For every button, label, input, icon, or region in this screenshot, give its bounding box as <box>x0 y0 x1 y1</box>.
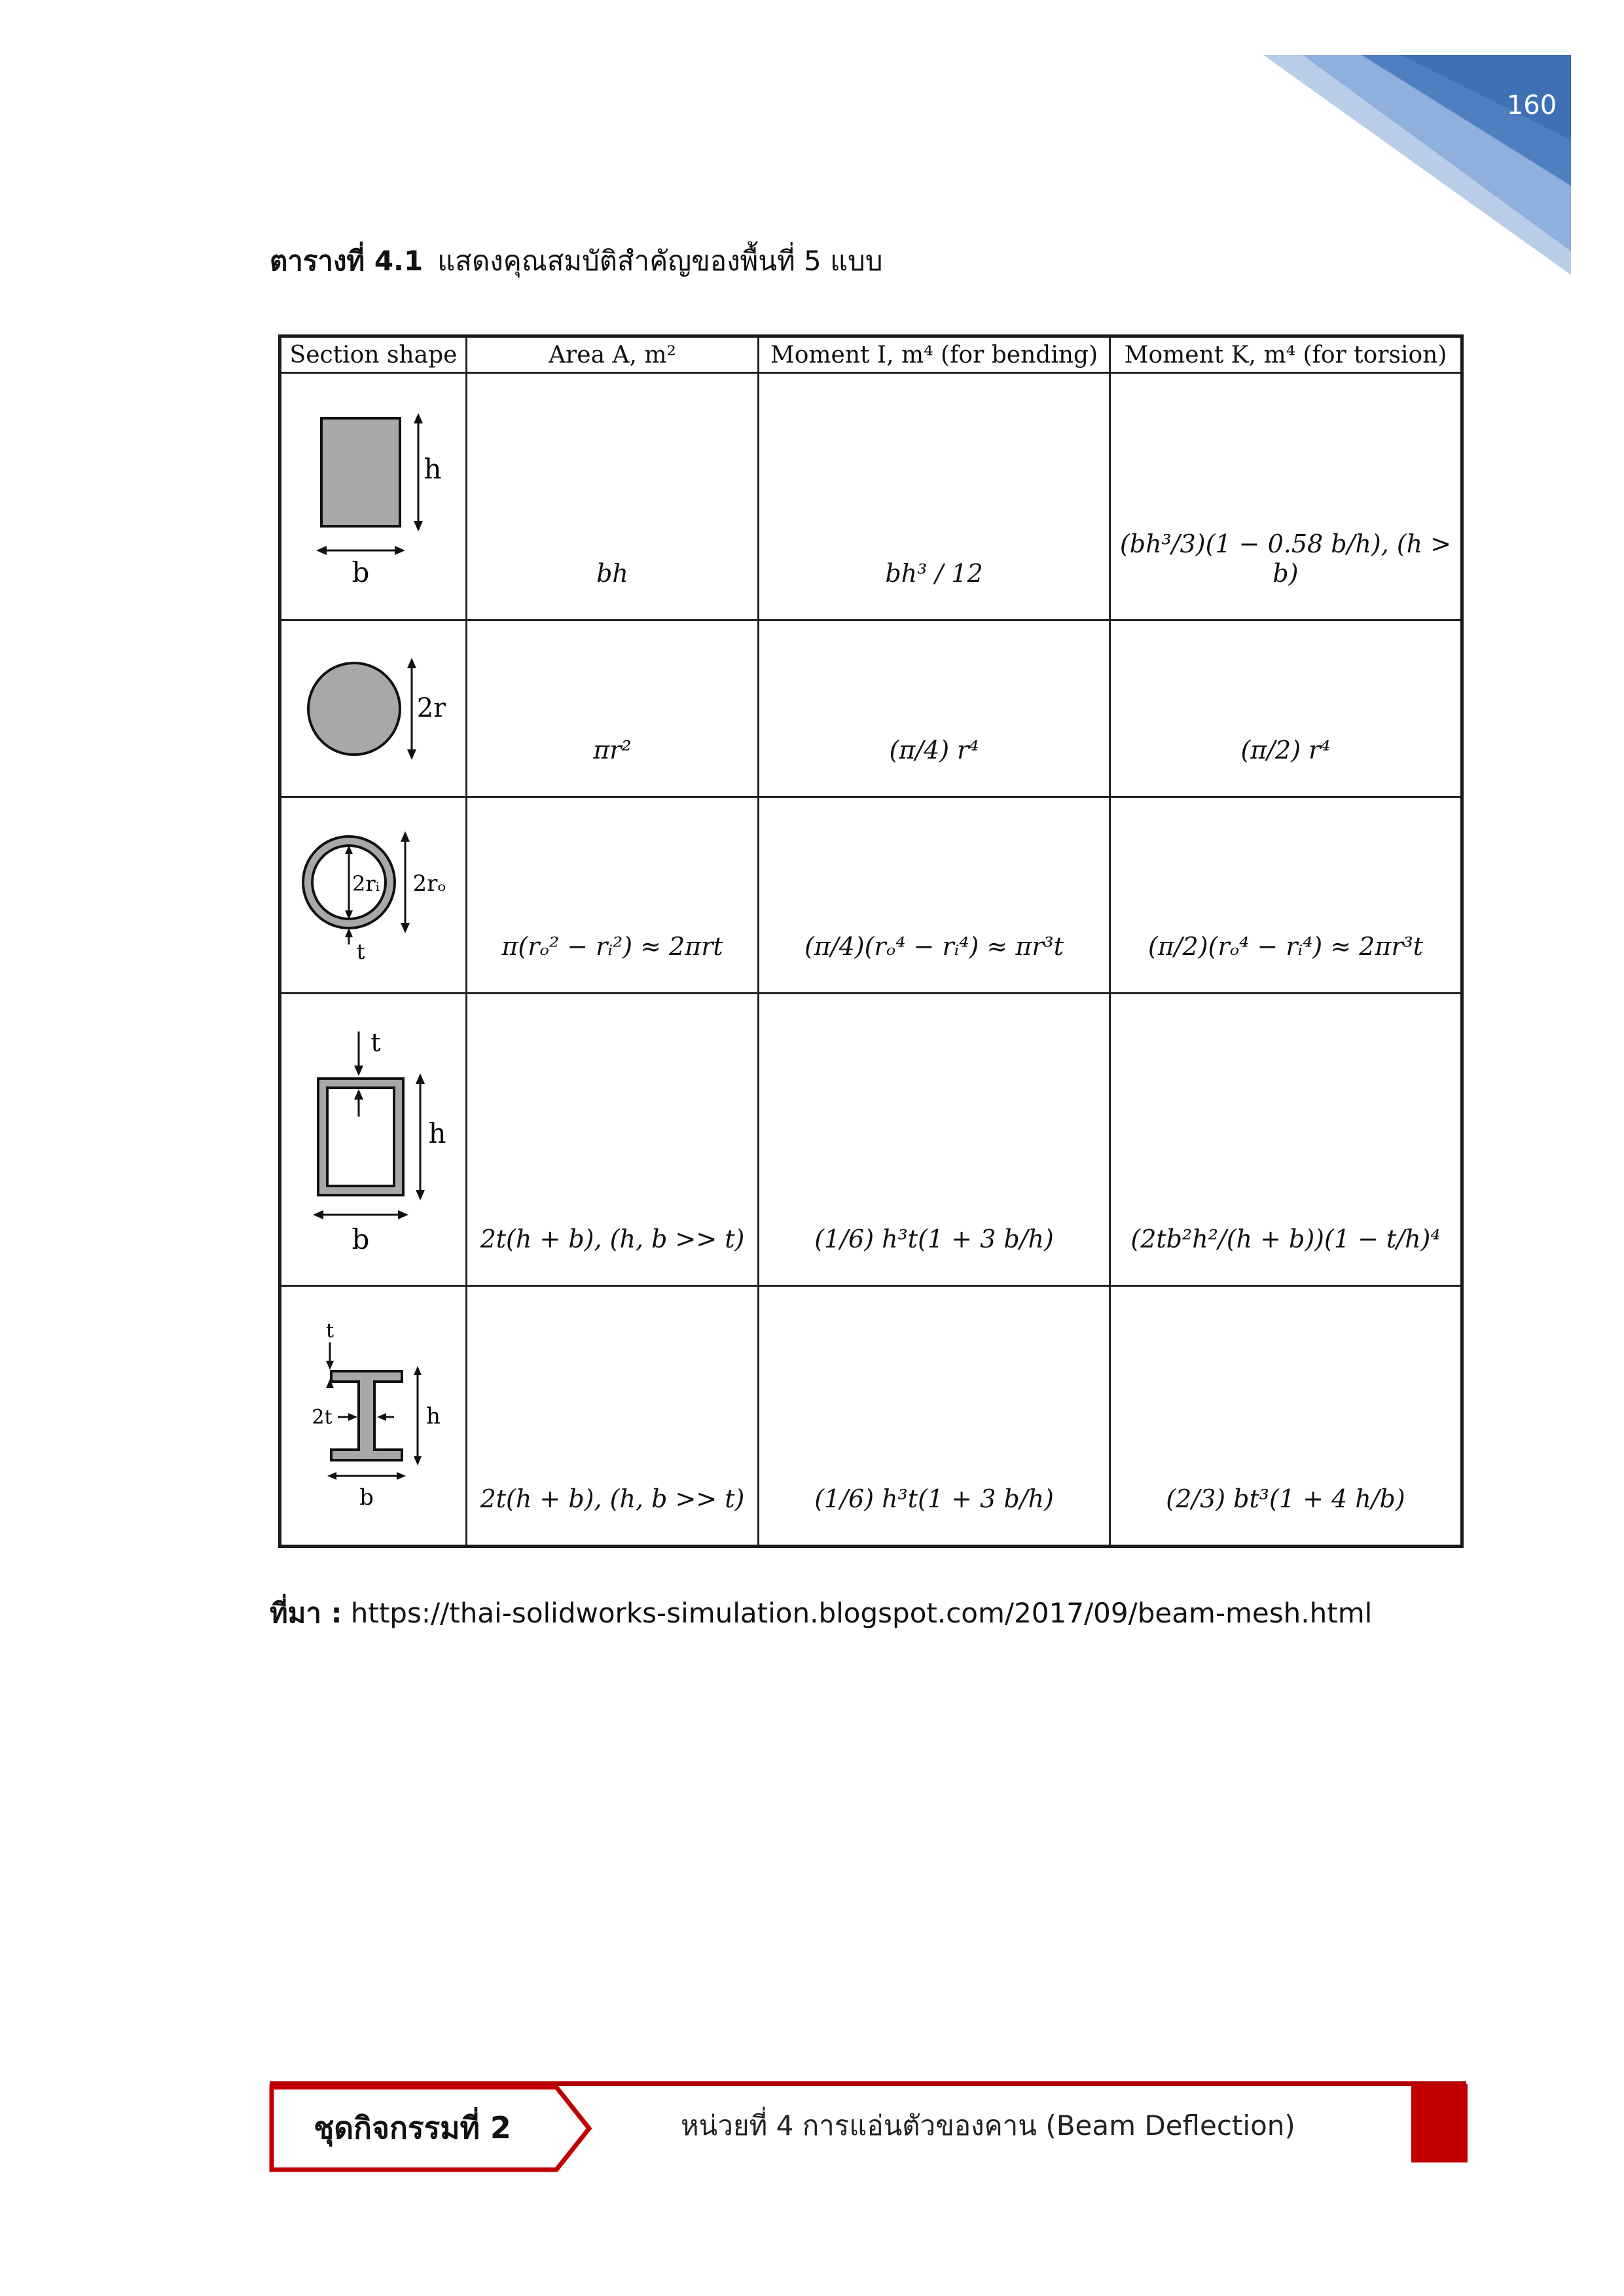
rectangle-shape-cell <box>280 373 467 620</box>
area-formula: 2t(h + b), (h, b >> t) <box>480 1225 745 1254</box>
circle-shape-cell <box>280 620 467 797</box>
header-section-shape: Section shape <box>280 336 467 373</box>
moment-k-cell <box>1110 797 1462 994</box>
source-url[interactable]: https://thai-solidworks-simulation.blogspot.com/2017/09/beam-mesh.html <box>350 1597 1373 1629</box>
section-properties-table <box>278 334 1464 1548</box>
table-row <box>280 994 1462 1286</box>
table-header-row <box>280 336 1462 373</box>
shape-label-2r: 2r <box>416 692 446 723</box>
area-cell <box>467 797 759 994</box>
area-cell <box>467 620 759 797</box>
header-moment-i: Moment I, m⁴ (for bending) <box>759 336 1110 373</box>
table-row <box>280 620 1462 797</box>
shape-label-h: h <box>425 1403 441 1429</box>
shape-label-t: t <box>325 1319 334 1342</box>
moment-k-cell <box>1110 373 1462 620</box>
caption-text: แสดงคุณสมบัติสำคัญของพื้นที่ 5 แบบ <box>437 245 883 277</box>
moment-i-cell <box>759 373 1110 620</box>
moment-i-formula: (1/6) h³t(1 + 3 b/h) <box>814 1225 1054 1254</box>
header-area: Area A, m² <box>467 336 759 373</box>
ring-shape-cell <box>280 797 467 994</box>
area-formula: πr² <box>593 736 632 765</box>
box-section-icon <box>298 1018 449 1261</box>
moment-i-formula: (π/4)(rₒ⁴ − rᵢ⁴) ≈ πr³t <box>804 932 1064 961</box>
area-cell <box>467 994 759 1286</box>
i-beam-shape-cell <box>280 1286 467 1547</box>
moment-k-formula: (2tb²h²/(h + b))(1 − t/h)⁴ <box>1130 1225 1441 1254</box>
shape-label-t: t <box>356 939 365 964</box>
shape-label-b: b <box>359 1484 374 1511</box>
shape-label-t: t <box>370 1028 381 1057</box>
moment-k-formula: (π/2)(rₒ⁴ − rᵢ⁴) ≈ 2πr³t <box>1147 932 1424 961</box>
footer-unit-title: หน่วยที่ 4 การแอ่นตัวของคาน (Beam Deflection) <box>681 2109 1295 2142</box>
source-label: ที่มา : <box>270 1597 342 1629</box>
table-row <box>280 1286 1462 1547</box>
ring-section-icon <box>295 814 452 977</box>
moment-i-formula: (1/6) h³t(1 + 3 b/h) <box>814 1484 1054 1514</box>
moment-i-cell <box>759 620 1110 797</box>
table-row <box>280 373 1462 620</box>
moment-i-cell <box>759 994 1110 1286</box>
corner-decoration <box>1263 55 1571 275</box>
shape-label-b: b <box>352 556 369 588</box>
caption-label: ตารางที่ 4.1 <box>270 245 424 277</box>
moment-i-cell <box>759 1286 1110 1547</box>
header-moment-k: Moment K, m⁴ (for torsion) <box>1110 336 1462 373</box>
page-number: 160 <box>1506 90 1557 120</box>
moment-k-formula: (2/3) bt³(1 + 4 h/b) <box>1166 1484 1405 1514</box>
area-formula: bh <box>596 559 628 588</box>
area-cell <box>467 1286 759 1547</box>
moment-k-cell <box>1110 994 1462 1286</box>
footer-activity-label: ชุดกิจกรรมที่ 2 <box>314 2110 511 2145</box>
shape-label-h: h <box>427 1117 446 1149</box>
moment-i-formula: bh³ / 12 <box>885 559 983 588</box>
circle-section-icon <box>302 643 446 774</box>
table-row <box>280 797 1462 994</box>
source-citation <box>270 1592 1372 1635</box>
moment-k-cell <box>1110 620 1462 797</box>
shape-label-h: h <box>423 452 442 485</box>
moment-i-cell <box>759 797 1110 994</box>
shape-label-b: b <box>352 1223 369 1255</box>
table-caption <box>270 240 882 283</box>
moment-k-cell <box>1110 1286 1462 1547</box>
moment-i-formula: (π/4) r⁴ <box>889 736 979 765</box>
section-properties-table-wrap <box>278 334 1460 1542</box>
shape-label-2ro: 2rₒ <box>412 870 446 897</box>
i-beam-section-icon <box>298 1311 449 1520</box>
box-shape-cell <box>280 994 467 1286</box>
footer-red-block <box>1411 2084 1468 2162</box>
moment-k-formula: (π/2) r⁴ <box>1240 736 1331 765</box>
area-formula: π(rₒ² − rᵢ²) ≈ 2πrt <box>501 932 723 961</box>
shape-label-2t: 2t <box>311 1406 333 1429</box>
shape-label-2ri: 2rᵢ <box>352 870 380 896</box>
area-cell <box>467 373 759 620</box>
moment-k-formula: (bh³/3)(1 − 0.58 b/h), (h > b) <box>1119 529 1452 588</box>
rectangle-section-icon <box>302 399 446 595</box>
area-formula: 2t(h + b), (h, b >> t) <box>480 1484 745 1514</box>
